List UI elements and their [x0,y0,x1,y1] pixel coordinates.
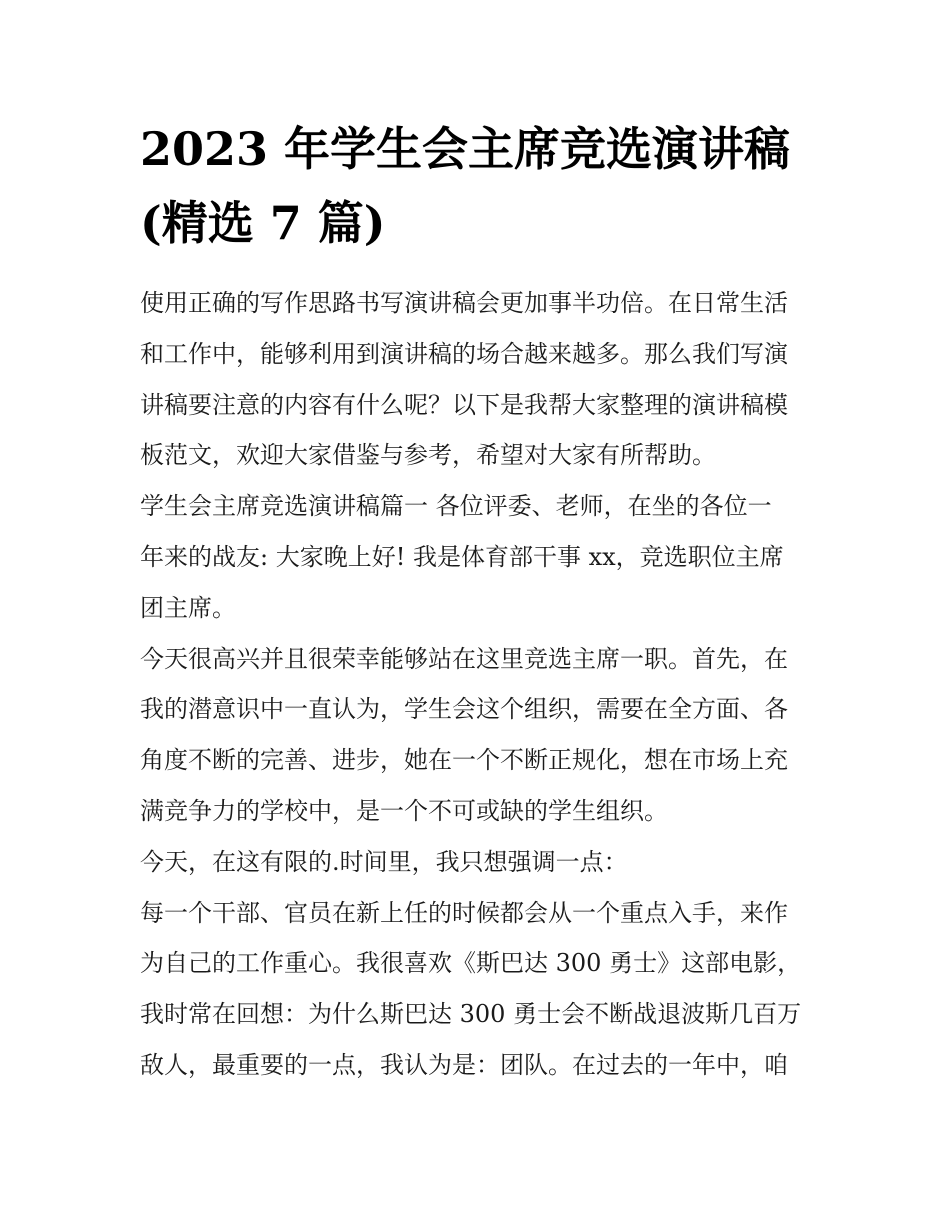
text-line: 板范文，欢迎大家借鉴与参考，希望对大家有所帮助。 [140,441,716,470]
paragraph-greeting [140,481,820,633]
title-line-1: 2023 年学生会主席竞选演讲稿 [140,122,791,176]
text-line: 年来的战友: 大家晚上好! 我是体育部干事 xx，竞选职位主席 [140,542,784,571]
text-line: 满竞争力的学校中，是一个不可或缺的学生组织。 [140,796,668,825]
text-line: 讲稿要注意的内容有什么呢？以下是我帮大家整理的演讲稿模 [140,390,788,419]
document-body [140,278,820,1091]
document-title [140,112,830,260]
paragraph-emphasis [140,837,820,888]
paragraph-honor [140,634,820,837]
text-line: 敌人，最重要的一点，我认为是：团队。在过去的一年中，咱 [140,1050,788,1079]
text-line: 团主席。 [140,593,236,622]
title-line-2: (精选 7 篇) [140,196,386,250]
text-line: 我的潜意识中一直认为，学生会这个组织，需要在全方面、各 [140,695,788,724]
text-line: 和工作中，能够利用到演讲稿的场合越来越多。那么我们写演 [140,339,788,368]
text-line: 今天，在这有限的.时间里，我只想强调一点： [140,847,628,876]
text-line: 每一个干部、官员在新上任的时候都会从一个重点入手，来作 [140,898,788,927]
text-line: 我时常在回想：为什么斯巴达 300 勇士会不断战退波斯几百万 [140,1000,802,1029]
text-line: 角度不断的完善、进步，她在一个不断正规化，想在市场上充 [140,746,788,775]
paragraph-intro [140,278,820,481]
text-line: 学生会主席竞选演讲稿篇一 各位评委、老师，在坐的各位一 [140,492,772,521]
text-line: 为自己的工作重心。我很喜欢《斯巴达 300 勇士》这部电影， [140,949,802,978]
text-line: 使用正确的写作思路书写演讲稿会更加事半功倍。在日常生活 [140,289,788,317]
paragraph-team [140,888,820,1091]
text-line: 今天很高兴并且很荣幸能够站在这里竞选主席一职。首先，在 [140,644,788,673]
